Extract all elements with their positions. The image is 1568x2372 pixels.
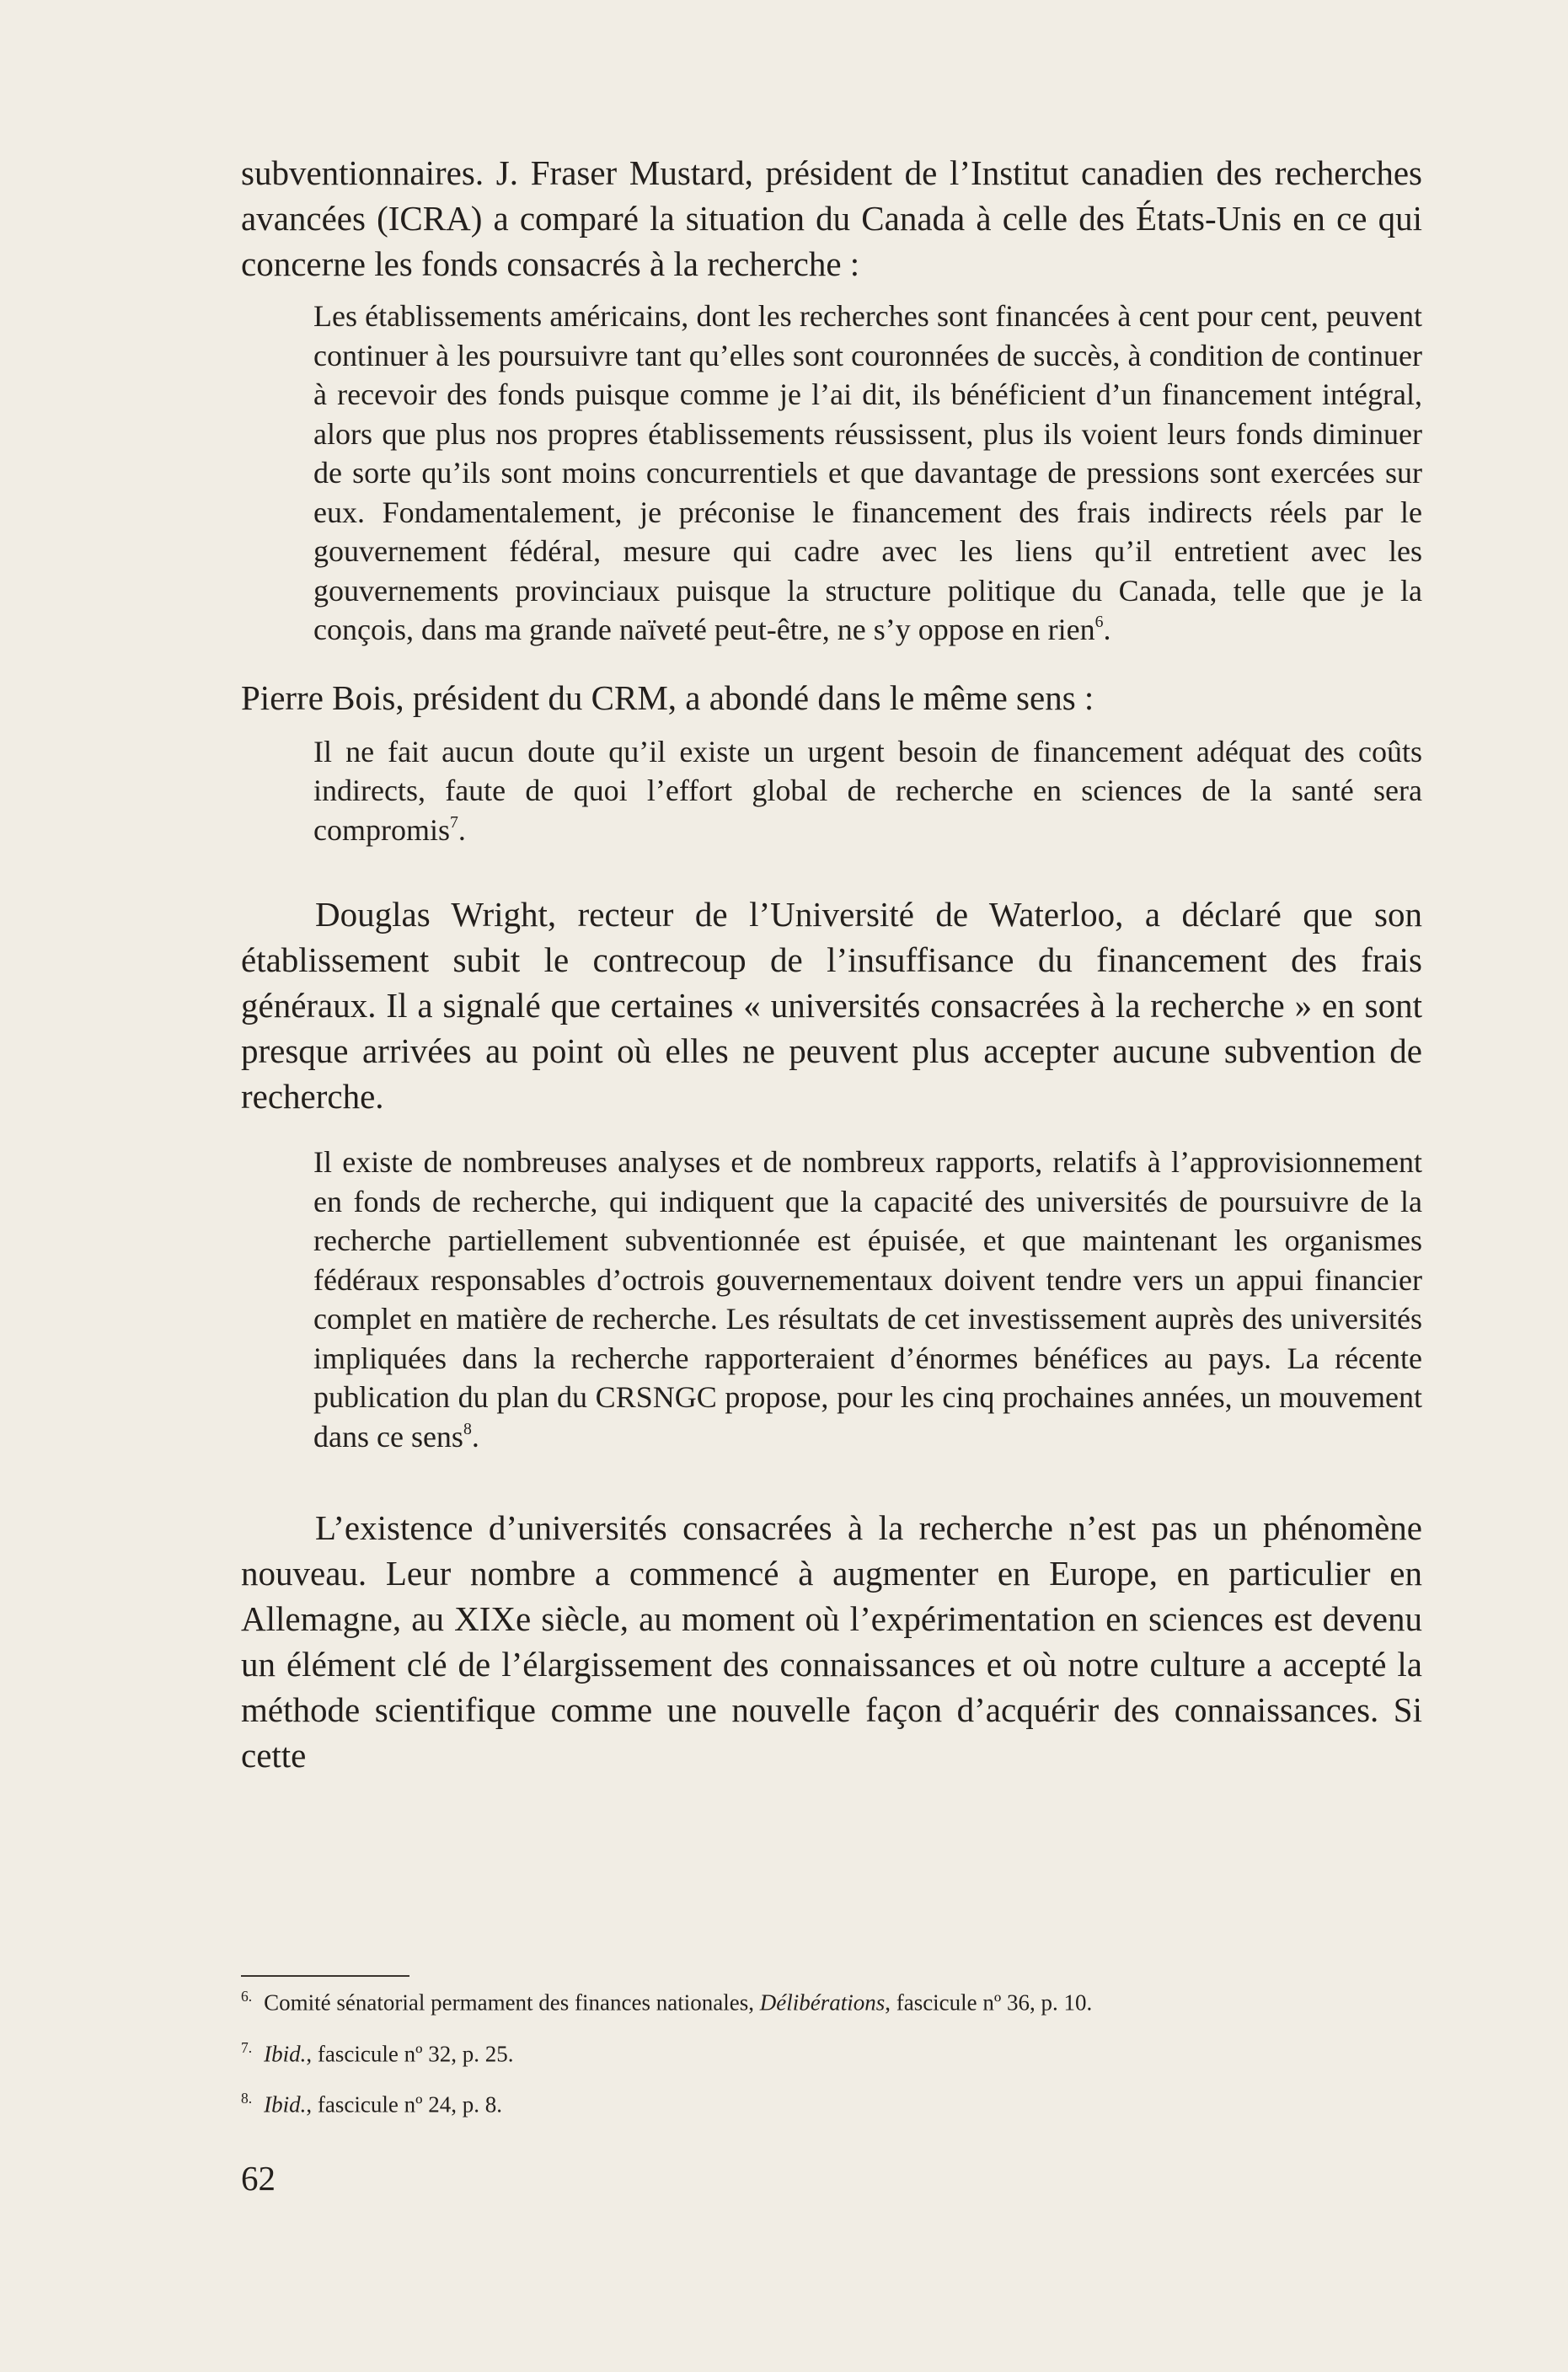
paragraph-bois: Pierre Bois, président du CRM, a abondé dans le même sens : bbox=[241, 677, 1094, 717]
footnote-ref-7: 7 bbox=[449, 812, 458, 832]
footnote-number: 7. bbox=[241, 2038, 253, 2056]
quote-mustard: Les établissements américains, dont les recherches sont financées à cent pour cent, peuvent continuer à les poursuivre tant qu’elles sont couronnées de succès, à condition de continuer à recevoir des fonds puisque comme je l’ai dit, ils bénéficient d’un financement intégral, alors que plus nos propres établissements réussissent, plus ils voient leurs fonds diminuer de sorte qu’ils sont moins concurrentiels et que davantage de pressions sont exercées sur eux. Fondamentalement, je préconise le financement des frais indirects réels par le gouvernement fédéral, mesure qui cadre avec les liens qu’il entretient avec les gouvernements provinciaux puisque la structure politique du Canada, telle que je la conçois, dans ma grande naïveté peut-être, ne s’y oppose en rien$^6$. bbox=[313, 299, 1422, 646]
footnote-divider bbox=[241, 1975, 409, 1977]
page-body bbox=[241, 150, 1422, 1778]
footnote-number: 8. bbox=[241, 2090, 253, 2107]
footnote-7: $^{7.}$ Ibid., fascicule nº 32, p. 25. bbox=[241, 2038, 514, 2067]
page-number: 62 bbox=[241, 2159, 276, 2198]
footnotes bbox=[241, 1982, 1422, 2135]
footnote-8: $^{8.}$ Ibid., fascicule nº 24, p. 8. bbox=[241, 2090, 502, 2118]
footnote-number: 6. bbox=[241, 1988, 253, 2005]
paragraph-1: subventionnaires. J. Fraser Mustard, président de l’Institut canadien des recherches avancées (ICRA) a comparé la situation du Canada à celle des États-Unis en ce qui concerne les fonds consacrés à la recherche : bbox=[241, 153, 1422, 283]
footnote-ref-6: 6 bbox=[1094, 613, 1104, 632]
footnote-ref-8: 8 bbox=[463, 1419, 472, 1438]
footnote-6: $^{6.}$ Comité sénatorial permament des finances nationales, Délibérations, fascicule nº 36, p. 10. bbox=[241, 1988, 1093, 2016]
paragraph-wright: Douglas Wright, recteur de l’Université de Waterloo, a déclaré que son établissement subit le contrecoup de l’insuffisance du financement des frais généraux. Il a signalé que certaines « universités consacrées à la recherche » en sont presque arrivées au point où elles ne peuvent plus accepter aucune subvention de recherche. bbox=[241, 895, 1422, 1116]
quote-bois: Il ne fait aucun doute qu’il existe un urgent besoin de financement adéquat des coûts indirects, faute de quoi l’effort global de recherche en sciences de la santé sera compromis$^7$. bbox=[313, 734, 1422, 847]
paragraph-universities: L’existence d’universités consacrées à la recherche n’est pas un phénomène nouveau. Leur nombre a commencé à augmenter en Europe, en particulier en Allemagne, au XIXe siècle, au moment où l’expérimentation en sciences est devenu un élément clé de l’élargissement des connaissances et où notre culture a accepté la méthode scientifique comme une nouvelle façon d’acquérir des connaissances. Si cette bbox=[241, 1508, 1422, 1775]
quote-wright: Il existe de nombreuses analyses et de nombreux rapports, relatifs à l’approvisionnement en fonds de recherche, qui indiquent que la capacité des universités de poursuivre de la recherche partiellement subventionnée est épuisée, et que maintenant les organismes fédéraux responsables d’octrois gouvernementaux doivent tendre vers un appui financier complet en matière de recherche. Les résultats de cet investissement auprès des universités impliquées dans la recherche rapporteraient d’énormes bénéfices au pays. La récente publication du plan du CRSNGC propose, pour les cinq prochaines années, un mouvement dans ce sens$^8$. bbox=[313, 1145, 1422, 1454]
